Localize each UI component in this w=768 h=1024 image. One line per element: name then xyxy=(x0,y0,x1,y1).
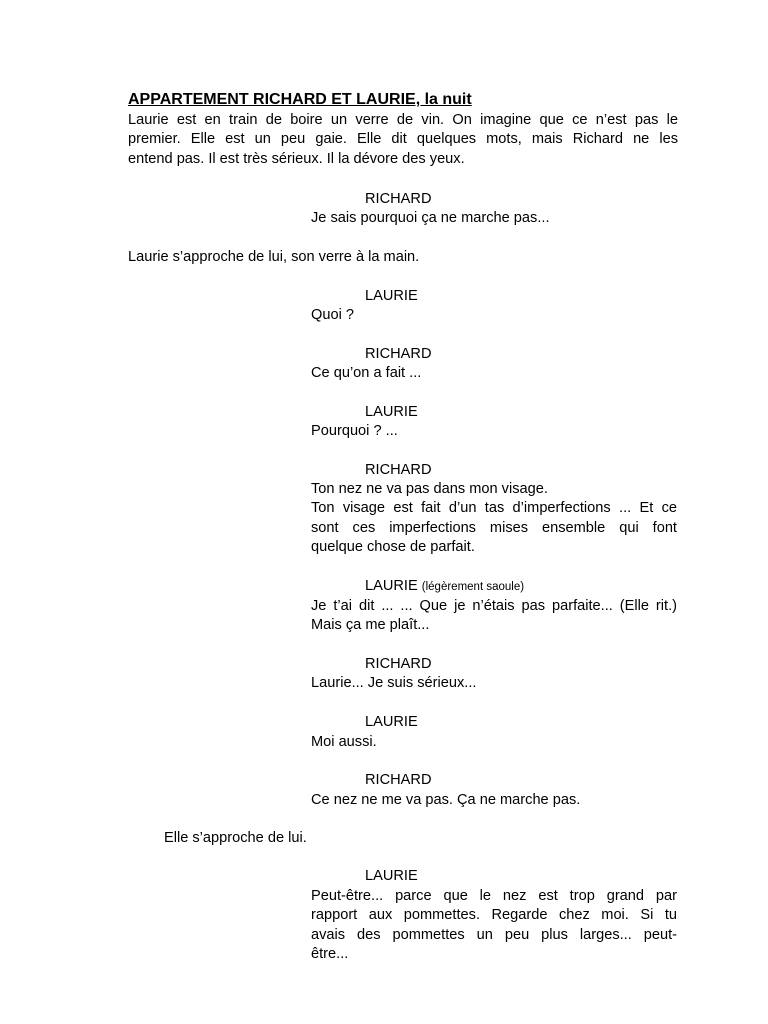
scene-heading: APPARTEMENT RICHARD ET LAURIE, la nuit xyxy=(128,91,472,108)
dialogue-line: quelque chose de parfait. xyxy=(311,539,475,556)
dialogue-line: Je t’ai dit ... ... Que je n’étais pas parfaite... (Elle rit.) xyxy=(311,598,677,614)
dialogue xyxy=(311,674,677,693)
dialogue xyxy=(311,480,677,558)
scene-description xyxy=(128,111,678,169)
parenthetical: (légèrement saoule) xyxy=(421,581,525,593)
action-line: premier. Elle est un peu gaie. Elle dit quelques mots, mais Richard ne les xyxy=(128,131,678,148)
dialogue-line: Laurie... Je suis sérieux... xyxy=(311,675,477,691)
dialogue-line: Pourquoi ? ... xyxy=(311,423,398,439)
character-name: LAURIE xyxy=(365,288,418,304)
dialogue-line: Ton nez ne va pas dans mon visage. xyxy=(311,481,548,497)
dialogue-line: Ce nez ne me va pas. Ça ne marche pas. xyxy=(311,792,581,808)
dialogue xyxy=(311,422,677,441)
character-name-text: LAURIE xyxy=(365,578,418,594)
dialogue-line: être... xyxy=(311,946,349,963)
dialogue xyxy=(311,887,677,965)
character-name: LAURIE xyxy=(365,714,418,730)
dialogue xyxy=(311,597,677,636)
character-name: RICHARD xyxy=(365,656,432,672)
dialogue-line: sont ces imperfections mises ensemble qui font xyxy=(311,519,677,536)
action-line: entend pas. Il est très sérieux. Il la dévore des yeux. xyxy=(128,150,465,167)
action-line: Elle s’approche de lui. xyxy=(164,830,307,846)
dialogue-line: Ton visage est fait d’un tas d’imperfections ... Et ce xyxy=(311,500,677,517)
dialogue-line: Moi aussi. xyxy=(311,734,377,750)
dialogue xyxy=(311,733,677,752)
dialogue-line: Mais ça me plaît... xyxy=(311,617,430,634)
dialogue xyxy=(311,306,677,325)
dialogue-line: avais des pommettes un peu plus larges... peut- xyxy=(311,926,677,943)
character-name: RICHARD xyxy=(365,462,432,478)
character-name xyxy=(365,577,524,597)
dialogue xyxy=(311,209,677,228)
character-name: RICHARD xyxy=(365,772,432,788)
character-name: RICHARD xyxy=(365,191,432,207)
dialogue-line: Je sais pourquoi ça ne marche pas... xyxy=(311,210,550,226)
action-line: Laurie est en train de boire un verre de vin. On imagine que ce n’est pas le xyxy=(128,112,678,128)
dialogue-line: rapport aux pommettes. Regarde chez moi. Si tu xyxy=(311,907,677,924)
action-line: Laurie s’approche de lui, son verre à la main. xyxy=(128,249,420,265)
dialogue-line: Quoi ? xyxy=(311,307,354,323)
dialogue-line: Ce qu’on a fait ... xyxy=(311,365,422,381)
dialogue xyxy=(311,364,677,383)
character-name: RICHARD xyxy=(365,346,432,362)
character-name: LAURIE xyxy=(365,868,418,884)
character-name: LAURIE xyxy=(365,404,418,420)
dialogue-line: Peut-être... parce que le nez est trop grand par xyxy=(311,888,677,904)
dialogue xyxy=(311,791,677,810)
